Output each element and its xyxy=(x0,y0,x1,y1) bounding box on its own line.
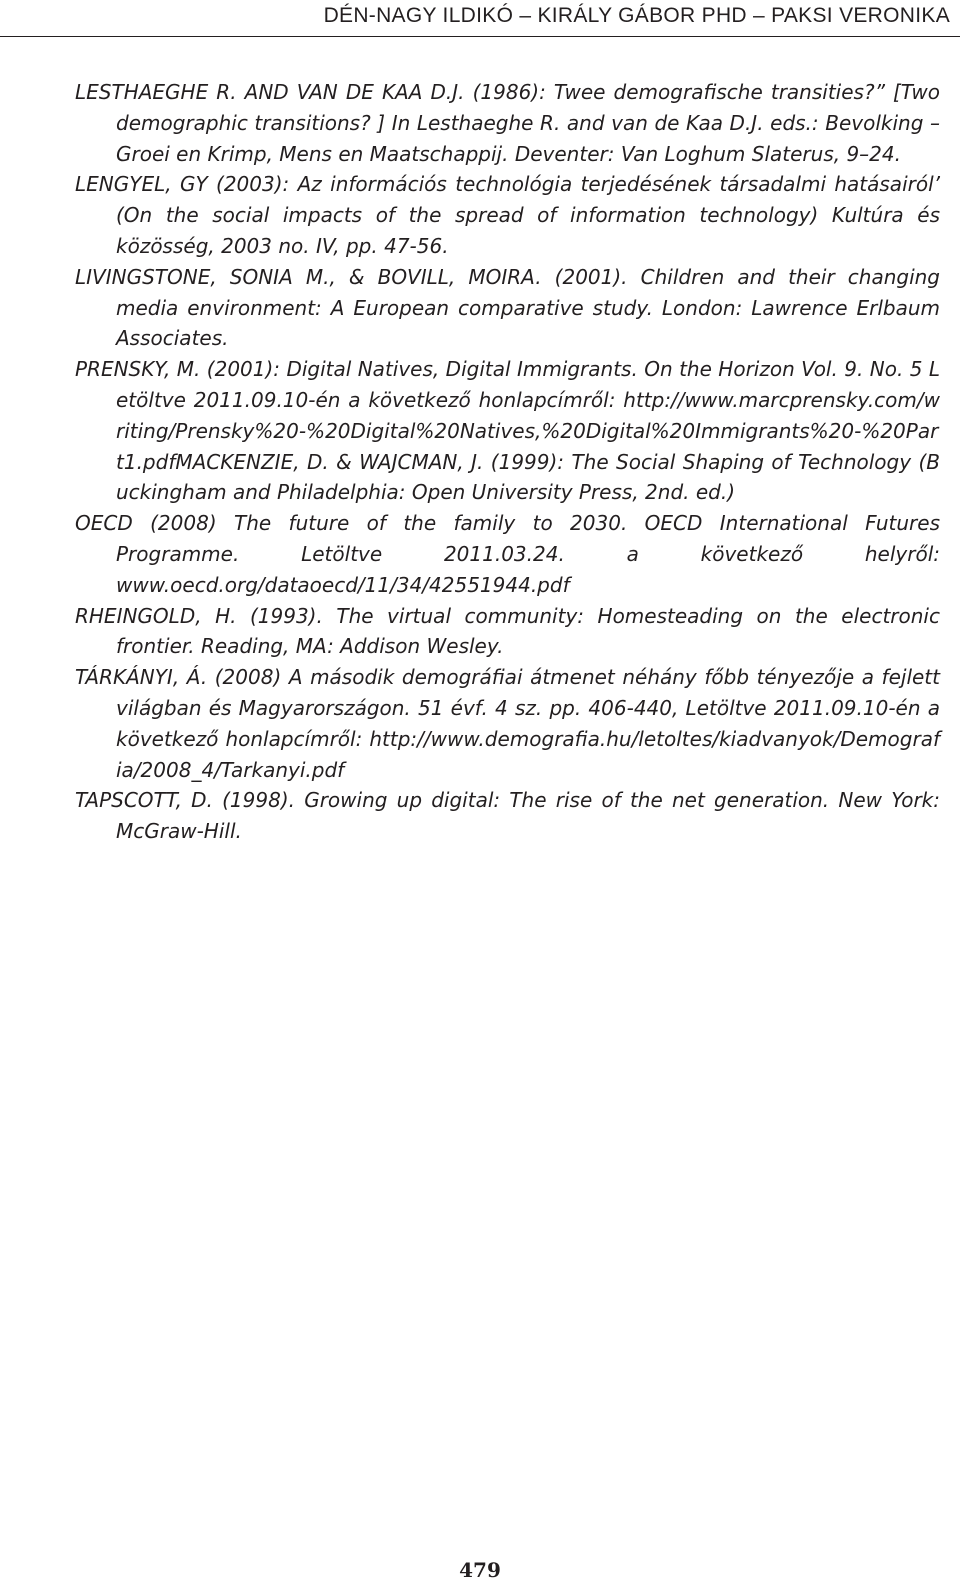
reference-entry-lengyel: LENGYEL, GY (2003): Az információs technológia terjedésének társadalmi hatásairól’ (On the social impacts of the spread of information technology) Kultúra és közösség, 2003 no. IV, pp. 47-56. xyxy=(75,172,940,258)
reference-entry-rheingold: RHEINGOLD, H. (1993). The virtual community: Homesteading on the electronic frontier. Reading, MA: Addison Wesley. xyxy=(75,603,940,659)
reference-entry-tarkanyi: TÁRKÁNYI, Á. (2008) A második demográfiai átmenet néhány főbb tényezője a fejlett világban és Magyarországon. 51 évf. 4 sz. pp. 406-440, Letöltve 2011.09.10-én a következő honlapcímről: http://www.demografia.hu/letoltes/kiadvanyok/Demografia/2008_4/Tarkanyi.pdf xyxy=(75,665,940,782)
header-divider xyxy=(0,36,960,37)
reference-entry-lesthaeghe: LESTHAEGHE R. AND VAN DE KAA D.J. (1986): Twee demografische transities?” [Two demographic transitions? ] In Lesthaeghe R. and van de Kaa D.J. eds.: Bevolking – Groei en Krimp, Mens en Maatschappij. Deventer: Van Loghum Slaterus, 9–24. xyxy=(75,80,940,166)
reference-entry-tapscott: TAPSCOTT, D. (1998). Growing up digital: The rise of the net generation. New York: McGraw-Hill. xyxy=(75,788,940,844)
reference-entry-livingstone: LIVINGSTONE, SONIA M., & BOVILL, MOIRA. (2001). Children and their changing media environment: A European comparative study. London: Lawrence Erlbaum Associates. xyxy=(75,264,940,351)
page-number: 479 xyxy=(459,1558,501,1582)
reference-entry-oecd: OECD (2008) The future of the family to 2030. OECD International Futures Programme. Letöltve 2011.03.24. a következő helyről: www.oecd.org/dataoecd/11/34/42551944.pdf xyxy=(75,511,940,597)
reference-list xyxy=(75,77,940,847)
reference-entry-prensky: PRENSKY, M. (2001): Digital Natives, Digital Immigrants. On the Horizon Vol. 9. No. 5 Letöltve 2011.09.10-én a következő honlapcímről: http://www.marcprensky.com/writing/Prensky%20-%20Digital%20Natives,%20Digital%20Immigrants%20-%20Part1.pdfMACKENZIE, D. & WAJCMAN, J. (1999): The Social Shaping of Technology (Buckingham and Philadelphia: Open University Press, 2nd. ed.) xyxy=(75,357,940,505)
running-header: DÉN-NAGY ILDIKÓ – KIRÁLY GÁBOR PHD – PAKSI VERONIKA xyxy=(323,4,950,27)
